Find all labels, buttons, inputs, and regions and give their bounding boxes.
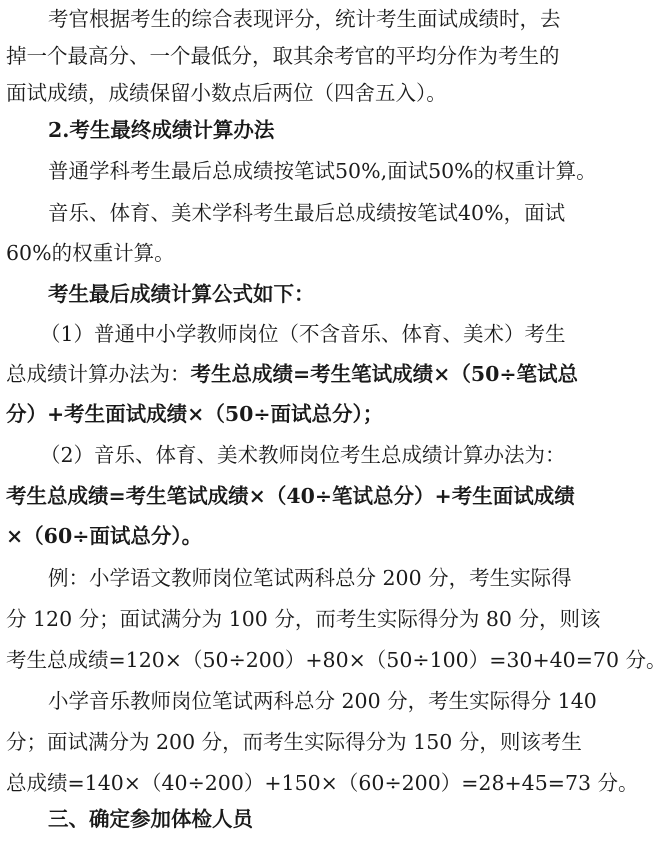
paragraph-line	[0, 355, 606, 393]
heading-text: 考生最后成绩计算公式如下：	[48, 282, 315, 306]
paragraph-line	[0, 152, 648, 190]
heading-text: 2.考生最终成绩计算办法	[48, 118, 275, 142]
paragraph-line	[0, 37, 606, 75]
text-line: 考官根据考生的综合表现评分，统计考生面试成绩时，去	[48, 7, 561, 31]
paragraph-line	[0, 315, 640, 353]
section-heading	[0, 800, 648, 838]
section-heading	[0, 275, 648, 313]
text-line: （1）普通中小学教师岗位（不含音乐、体育、美术）考生	[40, 322, 566, 346]
heading-text: 三、确定参加体检人员	[48, 807, 253, 831]
formula-line	[0, 517, 606, 555]
text-line: 分；面试满分为 200 分，而考生实际得分为 150 分，则该考生	[6, 730, 582, 754]
text-line: 考生总成绩=120×（50÷200）+80×（50÷100）=30+40=70 分。	[6, 648, 667, 672]
text-line: 总成绩=140×（40÷200）+150×（60÷200）=28+45=73 分。	[6, 771, 639, 795]
text-line: 普通学科考生最后总成绩按笔试50%,面试50%的权重计算。	[48, 159, 597, 183]
paragraph-line	[0, 600, 606, 638]
text-line: 小学音乐教师岗位笔试两科总分 200 分，考生实际得分 140	[48, 689, 597, 713]
section-heading	[0, 111, 648, 149]
formula-text: 分）+考生面试成绩×（50÷面试总分）；	[6, 402, 384, 426]
paragraph-line	[0, 0, 648, 38]
paragraph-line	[0, 641, 667, 679]
text-line: 60%的权重计算。	[6, 241, 175, 265]
formula-line	[0, 395, 606, 433]
paragraph-line	[0, 74, 606, 112]
paragraph-line	[0, 723, 606, 761]
text-line: 例：小学语文教师岗位笔试两科总分 200 分，考生实际得	[48, 566, 572, 590]
paragraph-line	[0, 764, 639, 802]
formula-text: ×（60÷面试总分）。	[6, 524, 203, 548]
formula-text: 考生总成绩=考生笔试成绩×（50÷笔试总	[190, 362, 579, 386]
text-line: 分 120 分；面试满分为 100 分，而考生实际得分为 80 分，则该	[6, 607, 601, 631]
paragraph-line	[0, 234, 606, 272]
text-line: 总成绩计算办法为：	[6, 362, 191, 386]
paragraph-line	[0, 436, 640, 474]
formula-line	[0, 477, 606, 515]
text-line: 面试成绩，成绩保留小数点后两位（四舍五入）。	[6, 81, 447, 105]
formula-text: 考生总成绩=考生笔试成绩×（40÷笔试总分）+考生面试成绩	[6, 484, 575, 508]
text-line: （2）音乐、体育、美术教师岗位考生总成绩计算办法为：	[40, 443, 566, 467]
text-line: 音乐、体育、美术学科考生最后总成绩按笔试40%，面试	[48, 201, 566, 225]
text-line: 掉一个最高分、一个最低分，取其余考官的平均分作为考生的	[6, 44, 560, 68]
paragraph-line	[0, 194, 648, 232]
paragraph-line	[0, 682, 648, 720]
paragraph-line	[0, 559, 648, 597]
